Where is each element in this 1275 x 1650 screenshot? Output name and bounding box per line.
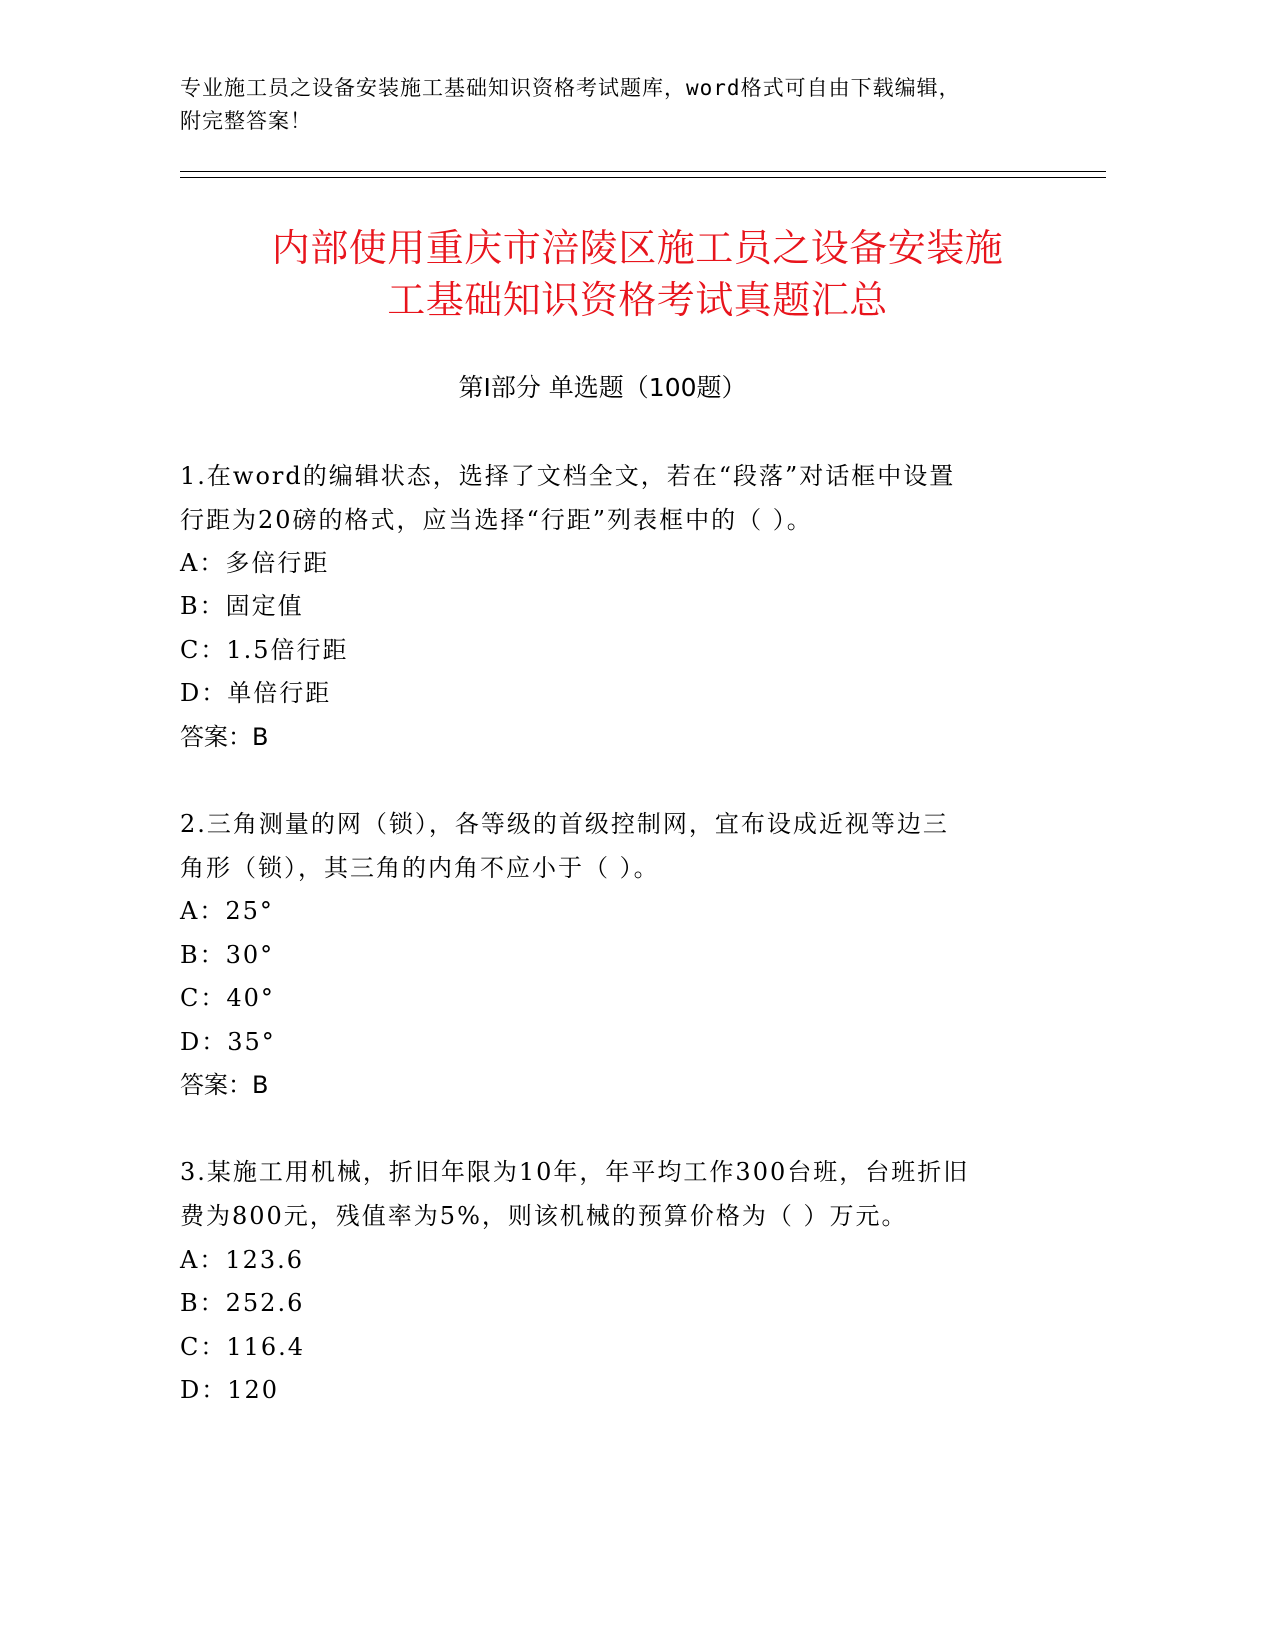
question-2-stem [180, 802, 1060, 890]
header-rule-top [180, 171, 1106, 172]
question-3-stem-line-2: 费为800元，残值率为5%，则该机械的预算价格为（ ）万元。 [180, 1202, 908, 1230]
question-1-option-a: A：多倍行距 [180, 549, 330, 577]
question-3-stem [180, 1150, 1060, 1238]
header-note-line-1: 专业施工员之设备安装施工基础知识资格考试题库，word格式可自由下载编辑， [180, 76, 961, 100]
question-2-option-d: D：35° [180, 1028, 276, 1056]
question-2-stem-line-1: 2.三角测量的网（锁），各等级的首级控制网，宜布设成近视等边三 [180, 810, 949, 838]
question-1-option-b: B：固定值 [180, 592, 304, 620]
question-1-option-c: C：1.5倍行距 [180, 636, 349, 664]
question-2-option-b: B：30° [180, 941, 275, 969]
question-2-answer: 答案：B [180, 1071, 269, 1099]
header-rule-bottom [180, 177, 1106, 178]
question-3-option-a: A：123.6 [180, 1246, 305, 1274]
header-note-line-2: 附完整答案！ [180, 109, 312, 133]
question-1-option-d: D：单倍行距 [180, 679, 332, 707]
section-heading: 第Ⅰ部分 单选题（100题） [458, 373, 747, 402]
question-3-option-d: D：120 [180, 1376, 280, 1404]
question-2-stem-line-2: 角形（锁），其三角的内角不应小于（ ）。 [180, 854, 660, 882]
question-2-option-a: A：25° [180, 897, 274, 925]
document-title [140, 222, 1135, 326]
question-1-stem [180, 454, 1060, 542]
question-1-answer: 答案：B [180, 723, 269, 751]
document-title-line-2: 工基础知识资格考试真题汇总 [387, 278, 888, 322]
question-3-stem-line-1: 3.某施工用机械，折旧年限为10年，年平均工作300台班，台班折旧 [180, 1158, 970, 1186]
question-3-option-c: C：116.4 [180, 1333, 306, 1361]
header-note [180, 72, 1080, 138]
question-3-option-b: B：252.6 [180, 1289, 305, 1317]
document-title-line-1: 内部使用重庆市涪陵区施工员之设备安装施 [271, 226, 1004, 270]
question-1-stem-line-2: 行距为20磅的格式，应当选择“行距”列表框中的（ ）。 [180, 506, 813, 534]
question-2-option-c: C：40° [180, 984, 275, 1012]
question-1-stem-line-1: 1.在word的编辑状态，选择了文档全文，若在“段落”对话框中设置 [180, 462, 956, 490]
